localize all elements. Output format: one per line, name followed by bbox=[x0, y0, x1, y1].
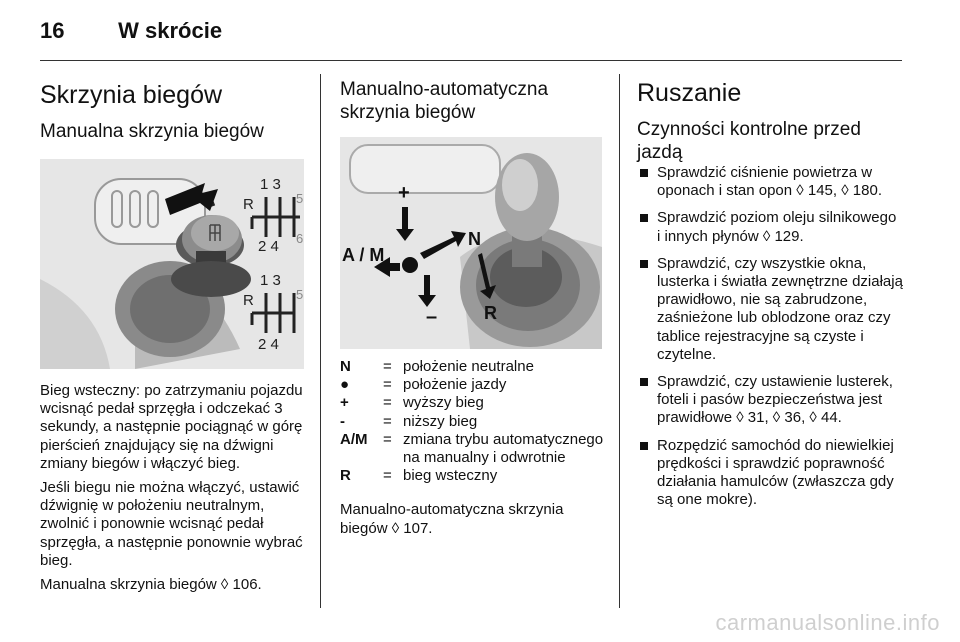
page-number: 16 bbox=[40, 18, 65, 43]
legend-value: wyższy bieg bbox=[403, 394, 484, 412]
bullet-icon bbox=[640, 378, 648, 386]
bullet-icon bbox=[640, 169, 648, 177]
legend-row bbox=[340, 394, 606, 412]
legend-key: A/M bbox=[340, 430, 368, 448]
gate2-label-r: R bbox=[243, 292, 254, 309]
column-starting bbox=[637, 74, 903, 518]
section-heading: Skrzynia biegów bbox=[40, 81, 223, 109]
gear-legend bbox=[340, 358, 606, 485]
legend-eq: = bbox=[383, 467, 392, 485]
gate-label-6: 6 bbox=[296, 231, 304, 246]
legend-value: bieg wsteczny bbox=[403, 467, 498, 485]
label-minus: – bbox=[426, 306, 438, 328]
gate-label-r: R bbox=[243, 196, 254, 213]
header-title: W skrócie bbox=[118, 18, 223, 43]
column-manual-gearbox bbox=[40, 74, 308, 594]
legend-row bbox=[340, 358, 606, 376]
subsection-heading: Manualna skrzynia biegów bbox=[40, 121, 264, 142]
legend-row bbox=[340, 467, 606, 485]
automated-gearbox-heading-line1: Manualno-automatyczna bbox=[340, 79, 549, 100]
pre-drive-checks-heading: Czynności kontrolne przed jazdą bbox=[637, 119, 861, 163]
gate-label-13: 1 3 bbox=[260, 176, 281, 193]
bullet-icon bbox=[640, 260, 648, 268]
bullet-icon bbox=[640, 214, 648, 222]
gate2-label-13: 1 3 bbox=[260, 272, 281, 289]
label-n: N bbox=[468, 229, 481, 249]
legend-eq: = bbox=[383, 430, 392, 448]
column-divider-1 bbox=[320, 74, 321, 608]
list-item: Rozpędzić samochód do niewielkiej prędkości i sprawdzić poprawność działania hamulców (zwłaszcza gdy są one mokre). bbox=[637, 437, 903, 510]
label-am: A / M bbox=[342, 245, 385, 265]
reverse-gear-paragraph: Bieg wsteczny: po zatrzymaniu pojazdu wcisnąć pedał sprzęgła i odczekać 3 sekundy, a następnie pociągnąć w górę pierścień znajdujący się na dźwigni zmiany biegów i włączyć bieg. bbox=[40, 382, 303, 472]
bullet-icon bbox=[640, 442, 648, 450]
section-heading-starting: Ruszanie bbox=[637, 79, 742, 107]
list-item: Sprawdzić ciśnienie powietrza w oponach i stan opon ◊ 145, ◊ 180. bbox=[637, 164, 903, 200]
manual-gearbox-figure bbox=[40, 159, 304, 369]
header-divider bbox=[40, 60, 902, 61]
column-automated-gearbox bbox=[340, 74, 606, 538]
gear-retry-paragraph: Jeśli biegu nie można włączyć, ustawić dźwignię w położeniu neutralnym, zwolnić i ponownie wcisnąć pedał sprzęgła, a następnie ponownie wybrać bieg. bbox=[40, 479, 303, 569]
legend-key: N bbox=[340, 358, 351, 375]
legend-key: + bbox=[340, 394, 349, 412]
legend-eq: = bbox=[383, 394, 392, 412]
legend-row bbox=[340, 413, 606, 431]
list-item: Sprawdzić, czy wszystkie okna, lusterka i światła zewnętrzne działają prawidłowo, nie są zabrudzone, zaśnieżone lub oblodzone oraz czy tablice rejestracyjne są czyste i czytelne. bbox=[637, 255, 903, 364]
legend-value: położenie jazdy bbox=[403, 376, 507, 394]
manual-gearbox-reference: Manualna skrzynia biegów ◊ 106. bbox=[40, 576, 262, 594]
legend-row bbox=[340, 431, 606, 467]
gate2-label-24: 2 4 bbox=[258, 336, 279, 353]
gate2-label-5: 5 bbox=[296, 287, 304, 302]
list-item: Sprawdzić, czy ustawienie lusterek, foteli i pasów bezpieczeństwa jest prawidłowe ◊ 31, ◊ 36, ◊ 44. bbox=[637, 373, 903, 428]
legend-key: ● bbox=[340, 376, 350, 394]
legend-value: położenie neutralne bbox=[403, 358, 534, 375]
manual-gearbox-illustration bbox=[40, 159, 304, 369]
label-plus: + bbox=[398, 182, 410, 204]
automated-gearbox-reference: Manualno-automatyczna skrzynia biegów ◊ 107. bbox=[340, 501, 564, 537]
legend-eq: = bbox=[383, 358, 392, 375]
pre-drive-checklist bbox=[637, 164, 903, 509]
automated-gearbox-figure bbox=[340, 137, 602, 349]
legend-row bbox=[340, 376, 606, 394]
gate-label-24: 2 4 bbox=[258, 238, 279, 255]
legend-key: - bbox=[340, 412, 345, 430]
legend-value: niższy bieg bbox=[403, 412, 478, 430]
watermark: carmanualsonline.info bbox=[715, 610, 940, 635]
legend-value: zmiana trybu automatycznego na manualny i odwrotnie bbox=[403, 430, 604, 467]
automated-gearbox-heading-line2: skrzynia biegów bbox=[340, 102, 476, 123]
page-header bbox=[40, 18, 222, 44]
list-item: Sprawdzić poziom oleju silnikowego i innych płynów ◊ 129. bbox=[637, 209, 903, 245]
automated-gearbox-illustration bbox=[340, 137, 602, 349]
legend-eq: = bbox=[383, 412, 392, 430]
legend-eq: = bbox=[383, 376, 392, 394]
column-divider-2 bbox=[619, 74, 620, 608]
label-r: R bbox=[484, 303, 497, 323]
legend-key: R bbox=[340, 467, 351, 485]
gate-label-5: 5 bbox=[296, 191, 304, 206]
